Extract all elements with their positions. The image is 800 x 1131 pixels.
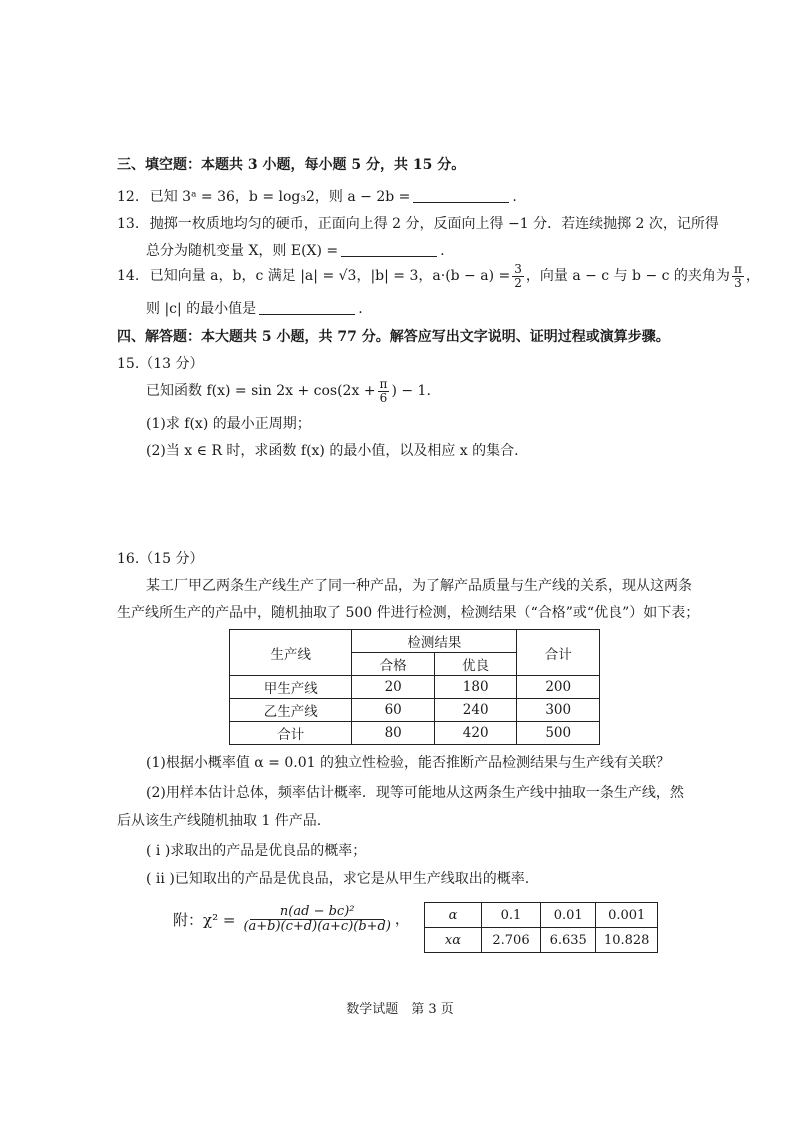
cell-excellent: 420 bbox=[434, 722, 517, 745]
header-total: 合计 bbox=[517, 630, 600, 676]
critical-value-table bbox=[424, 902, 658, 953]
question-text-line1a: 已知向量 a，b，c 满足 |a| = √3，|b| = 3，a·(b − a) = bbox=[149, 268, 511, 285]
question-number: 12. bbox=[117, 189, 140, 205]
header-pass: 合格 bbox=[352, 653, 435, 676]
question-13-line2 bbox=[146, 240, 445, 260]
row-label: 合计 bbox=[230, 722, 352, 745]
formula-numerator: n(ad − bc)² bbox=[250, 905, 385, 920]
comma: ， bbox=[745, 268, 760, 285]
question-15-part1: (1)求 f(x) 的最小正周期； bbox=[146, 416, 311, 432]
section4-heading: 四、解答题：本大题共 5 小题，共 77 分。解答应写出文字说明、证明过程或演算步骤。 bbox=[117, 329, 670, 345]
question-text-line1: 抛掷一枚质地均匀的硬币，正面向上得 2 分，反面向上得 −1 分．若连续抛掷 2 次，记所得 bbox=[149, 216, 719, 232]
question-12 bbox=[117, 186, 517, 206]
question-15-head: 15.（13 分） bbox=[117, 356, 204, 372]
question-16-intro-line1: 某工厂甲乙两条生产线生产了同一种产品，为了解产品质量与生产线的关系，现从这两条 bbox=[146, 578, 692, 594]
cell-total: 200 bbox=[517, 676, 600, 699]
x-alpha-label: xα bbox=[425, 928, 482, 953]
question-text-line2: 总分为随机变量 X，则 E(X) = bbox=[146, 243, 339, 259]
question-text-line1b: ，向量 a − c 与 b − c 的夹角为 bbox=[525, 268, 730, 285]
question-16-intro-line2: 生产线所生产的产品中，随机抽取了 500 件进行检测，检测结果（“合格”或“优良”）如下表； bbox=[117, 605, 700, 621]
question-14-line2 bbox=[146, 298, 363, 318]
x-alpha-value: 6.635 bbox=[540, 928, 595, 953]
cell-excellent: 240 bbox=[434, 699, 517, 722]
cell-pass: 60 bbox=[352, 699, 435, 722]
row-label: 甲生产线 bbox=[230, 676, 352, 699]
fraction-denominator: 3 bbox=[734, 275, 742, 290]
header-inspection-result: 检测结果 bbox=[352, 630, 517, 653]
question-15-given bbox=[146, 378, 431, 404]
table-row bbox=[230, 699, 600, 722]
formula-fraction bbox=[241, 905, 393, 933]
section3-heading: 三、填空题：本题共 3 小题，每小题 5 分，共 15 分。 bbox=[117, 157, 466, 173]
period: . bbox=[358, 301, 363, 317]
question-text-line2: 则 |c| 的最小值是 bbox=[146, 301, 257, 317]
fraction-pi-3 bbox=[732, 263, 744, 289]
fraction-numerator: π bbox=[379, 377, 388, 391]
page-footer: 数学试题 第 3 页 bbox=[346, 1002, 454, 1017]
table-row bbox=[230, 676, 600, 699]
question-number: 13. bbox=[117, 216, 140, 232]
formula-comma: ， bbox=[394, 912, 409, 929]
cell-excellent: 180 bbox=[434, 676, 517, 699]
fraction-denominator: 2 bbox=[514, 275, 522, 290]
x-alpha-value: 2.706 bbox=[481, 928, 540, 953]
fraction-3-2 bbox=[512, 263, 524, 289]
question-16-part2-line2: 后从该生产线随机抽取 1 件产品. bbox=[117, 813, 322, 829]
inspection-table bbox=[229, 629, 600, 745]
cell-pass: 80 bbox=[352, 722, 435, 745]
formula-denominator: (a+b)(c+d)(a+c)(b+d) bbox=[243, 918, 391, 934]
question-number: 14. bbox=[117, 268, 140, 285]
answer-blank bbox=[413, 188, 509, 203]
given-function-b: ) − 1. bbox=[391, 383, 431, 400]
question-16-head: 16.（15 分） bbox=[117, 551, 204, 567]
alpha-label: α bbox=[425, 903, 482, 928]
answer-blank bbox=[259, 300, 355, 315]
question-16-part2-line1: (2)用样本估计总体，频率估计概率．现等可能地从这两条生产线中抽取一条生产线，然 bbox=[146, 785, 684, 801]
period: . bbox=[512, 189, 517, 205]
question-16-sub2: ( ⅱ )已知取出的产品是优良品，求它是从甲生产线取出的概率. bbox=[146, 871, 530, 887]
question-text: 已知 3ᵃ = 36，b = log₃2，则 a − 2b = bbox=[149, 189, 411, 205]
period: . bbox=[440, 243, 445, 259]
question-15-part2: (2)当 x ∈ R 时，求函数 f(x) 的最小值，以及相应 x 的集合. bbox=[146, 443, 519, 459]
table-row bbox=[230, 722, 600, 745]
alpha-value: 0.001 bbox=[596, 903, 658, 928]
cell-total: 500 bbox=[517, 722, 600, 745]
question-16-sub1: ( ⅰ )求取出的产品是优良品的概率； bbox=[146, 843, 367, 859]
answer-blank bbox=[341, 242, 437, 257]
question-16-part1: (1)根据小概率值 α = 0.01 的独立性检验，能否推断产品检测结果与生产线有关联？ bbox=[146, 755, 670, 771]
alpha-value: 0.1 bbox=[481, 903, 540, 928]
given-function-a: 已知函数 f(x) = sin 2x + cos(2x + bbox=[146, 383, 376, 400]
formula-label: 附：χ² = bbox=[173, 910, 236, 929]
question-14 bbox=[117, 263, 760, 289]
fraction-denominator: 6 bbox=[379, 390, 388, 405]
header-excellent: 优良 bbox=[434, 653, 517, 676]
cell-pass: 20 bbox=[352, 676, 435, 699]
x-alpha-value: 10.828 bbox=[596, 928, 658, 953]
row-label: 乙生产线 bbox=[230, 699, 352, 722]
fraction-pi-6 bbox=[378, 378, 390, 404]
cell-total: 300 bbox=[517, 699, 600, 722]
header-production-line: 生产线 bbox=[230, 630, 352, 676]
fraction-numerator: π bbox=[733, 262, 742, 276]
question-13 bbox=[117, 213, 719, 233]
alpha-value: 0.01 bbox=[540, 903, 595, 928]
fraction-numerator: 3 bbox=[514, 262, 522, 276]
chi-square-formula bbox=[173, 905, 409, 933]
